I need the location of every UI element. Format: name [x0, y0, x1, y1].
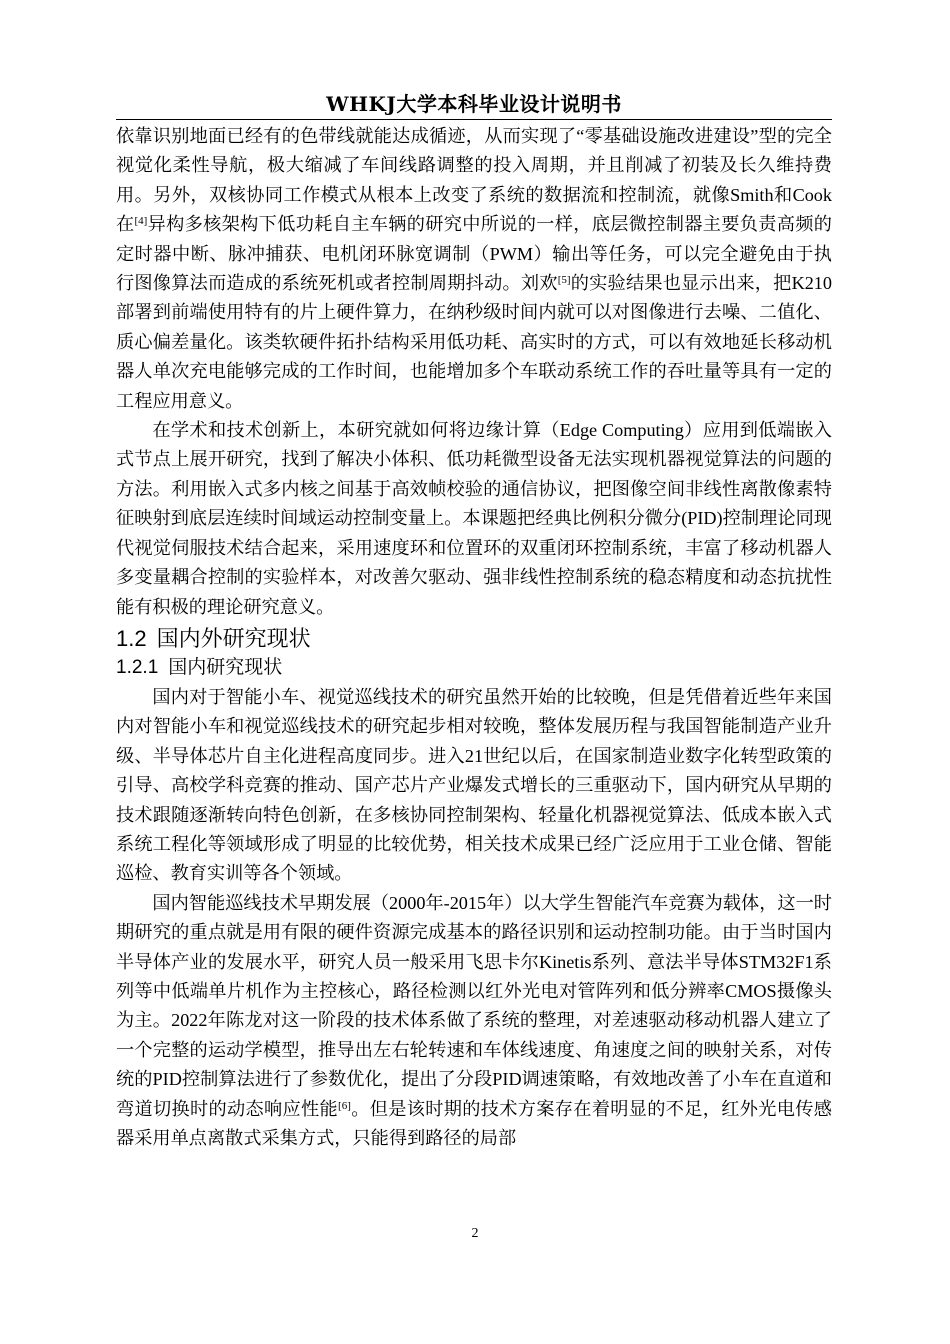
header-rule	[116, 119, 832, 120]
document-body	[116, 122, 832, 1153]
page-number: 2	[471, 1226, 479, 1241]
paragraph-early-development: 国内智能巡线技术早期发展（2000年-2015年）以大学生智能汽车竞赛为载体，这一时期研究的重点就是用有限的硬件资源完成基本的路径识别和运动控制功能。由于当时国内半导体产业的发展水平，研究人员一般采用飞思卡尔Kinetis系列、意法半导体STM32F1系列等中低端单片机作为主控核心，路径检测以红外光电对管阵列和低分辨率CMOS摄像头为主。2022年陈龙对这一阶段的技术体系做了系统的整理，对差速驱动移动机器人建立了一个完整的运动学模型，推导出左右轮转速和车体线速度、角速度之间的映射关系，对传统的PID控制算法进行了参数优化，提出了分段PID调速策略，有效地改善了小车在直道和弯道切换时的动态响应性能[6]。但是该时期的技术方案存在着明显的不足，红外光电传感器采用单点离散式采集方式，只能得到路径的局部	[116, 892, 832, 1148]
citation-6: [6]	[338, 1099, 351, 1112]
paragraph-continued: 依靠识别地面已经有的色带线就能达成循迹，从而实现了“零基础设施改进建设”型的完全视觉化柔性导航，极大缩减了车间线路调整的投入周期，并且削减了初装及长久维持费用。另外，双核协同工作模式从根本上改变了系统的数据流和控制流，就像Smith和Cook在[4]异构多核架构下低功耗自主车辆的研究中所说的一样，底层微控制器主要负责高频的定时器中断、脉冲捕获、电机闭环脉宽调制（PWM）输出等任务，可以完全避免由于执行图像算法而造成的系统死机或者控制周期抖动。刘欢[5]的实验结果也显示出来，把K210部署到前端使用特有的片上硬件算力，在纳秒级时间内就可以对图像进行去噪、二值化、质心偏差量化。该类软硬件拓扑结构采用低功耗、高实时的方式，可以有效地延长移动机器人单次充电能够完成的工作时间，也能增加多个车联动系统工作的吞吐量等具有一定的工程应用意义。	[116, 126, 832, 411]
citation-5: [5]	[557, 274, 571, 287]
paragraph-innovation: 在学术和技术创新上，本研究就如何将边缘计算（Edge Computing）应用到低端嵌入式节点上展开研究，找到了解决小体积、低功耗微型设备无法实现机器视觉算法的问题的方法。利用嵌入式多内核之间基于高效帧校验的通信协议，把图像空间非线性离散像素特征映射到底层连续时间域运动控制变量上。本课题把经典比例积分微分(PID)控制理论同现代视觉伺服技术结合起来，采用速度环和位置环的双重闭环控制系统，丰富了移动机器人多变量耦合控制的实验样本，对改善欠驱动、强非线性控制系统的稳态精度和动态抗扰性能有积极的理论研究意义。	[116, 420, 832, 617]
subsection-heading-1-2-1: 1.2.1 国内研究现状	[116, 656, 283, 678]
paragraph-domestic-overview: 国内对于智能小车、视觉巡线技术的研究虽然开始的比较晚，但是凭借着近些年来国内对智能小车和视觉巡线技术的研究起步相对较晚，整体发展历程与我国智能制造产业升级、半导体芯片自主化进程高度同步。进入21世纪以后，在国家制造业数字化转型政策的引导、高校学科竞赛的推动、国产芯片产业爆发式增长的三重驱动下，国内研究从早期的技术跟随逐渐转向特色创新，在多核协同控制架构、轻量化机器视觉算法、低成本嵌入式系统工程化等领域形成了明显的比较优势，相关技术成果已经广泛应用于工业仓储、智能巡检、教育实训等各个领域。	[116, 686, 832, 884]
page-header-title: WHKJ大学本科毕业设计说明书	[326, 92, 622, 116]
section-heading-1-2: 1.2 国内外研究现状	[116, 625, 311, 651]
citation-4: [4]	[134, 215, 148, 228]
